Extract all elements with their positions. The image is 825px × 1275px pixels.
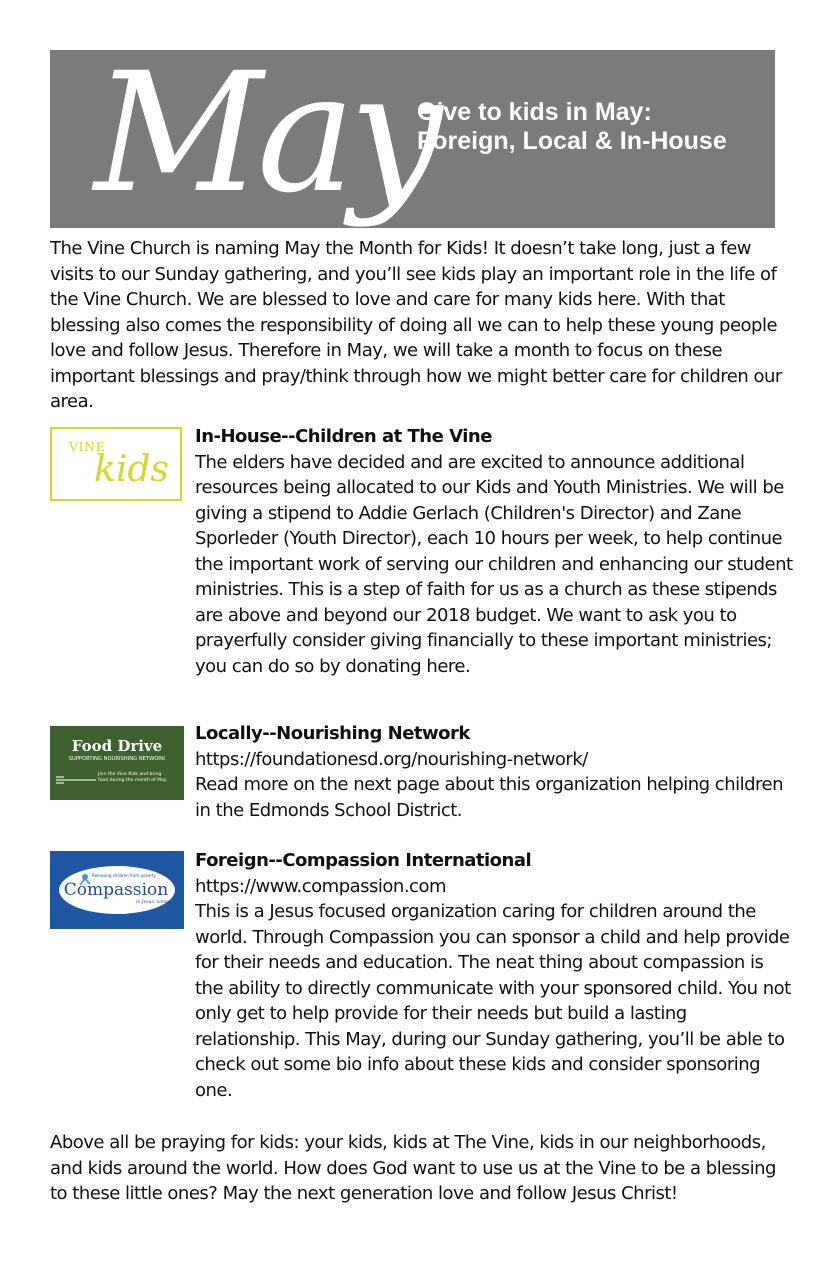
header-title-line2: Foreign, Local & In-House — [417, 127, 727, 155]
may-script-word: May — [94, 42, 437, 229]
local-title: Locally--Nourishing Network — [195, 723, 470, 744]
may-script-title — [90, 42, 470, 252]
header-title — [417, 98, 727, 156]
compassion-name: Compassion — [63, 880, 169, 900]
foreign-title: Foreign--Compassion International — [195, 850, 532, 871]
food-drive-caption-2: food during the month of May — [98, 778, 167, 783]
fork-icon — [56, 777, 96, 783]
kids-logo-text: kids — [94, 449, 169, 490]
header-title-line1: Give to kids in May: — [417, 98, 652, 126]
local-content — [195, 721, 795, 823]
local-url[interactable]: https://foundationesd.org/nourishing-network/ — [195, 748, 588, 770]
vine-logo-text: VINE — [69, 440, 106, 454]
local-body: Read more on the next page about this organization helping children in the Edmonds School District. — [195, 774, 784, 821]
closing-paragraph: Above all be praying for kids: your kids, kids at The Vine, kids in our neighborhoods, and kids around the world. How does God want to use us at the Vine to be a blessing to these little ones? May the next generation love and follow Jesus Christ! — [50, 1132, 776, 1204]
food-drive-title: Food Drive — [71, 737, 163, 755]
foreign-url[interactable]: https://www.compassion.com — [195, 875, 446, 897]
compassion-sub: in Jesus' name — [136, 900, 169, 905]
compassion-tagline: Releasing children from poverty — [92, 873, 156, 878]
in-house-body: The elders have decided and are excited to announce additional resources being allocated to our Kids and Youth Ministries. We will be giving a stipend to Addie Gerlach (Children's Director) and Zane Sporleder (Youth Director), each 10 hours per week, to help continue the important work of serving our children and enhancing our student ministries. This is a step of faith for us as a church as these stipends are above and beyond our 2018 budget. We want to ask you to prayerfully consider giving financially to these important ministries; you can do so by donating here. — [195, 451, 793, 677]
header-banner — [50, 42, 775, 229]
in-house-title: In-House--Children at The Vine — [195, 426, 492, 447]
in-house-content — [195, 424, 795, 679]
vine-kids-logo — [50, 427, 182, 501]
food-drive-subtitle: SUPPORTING NOURISHING NETWORK — [68, 756, 166, 762]
food-drive-logo — [50, 726, 184, 800]
foreign-body: This is a Jesus focused organization caring for children around the world. Through Compassion you can sponsor a child and help provide for their needs and education. The neat thing about compassion is the ability to directly communicate with your sponsored child. You not only get to help provide for their needs but build a lasting relationship. This May, during our Sunday gathering, you’ll be able to check out some bio info about these kids and consider sponsoring one. — [195, 901, 791, 1101]
foreign-content — [195, 848, 795, 1103]
intro-paragraph: The Vine Church is naming May the Month for Kids! It doesn’t take long, just a few visits to our Sunday gathering, and you’ll see kids play an important role in the life of the Vine Church. We are blessed to love and care for many kids here. With that blessing also comes the responsibility of doing all we can to help these young people love and follow Jesus. Therefore in May, we will take a month to focus on these important blessings and pray/think through how we might better care for children our area. — [50, 238, 782, 412]
compassion-logo — [50, 851, 184, 929]
food-drive-caption-1: Join the Vine Kids and bring — [98, 772, 162, 777]
